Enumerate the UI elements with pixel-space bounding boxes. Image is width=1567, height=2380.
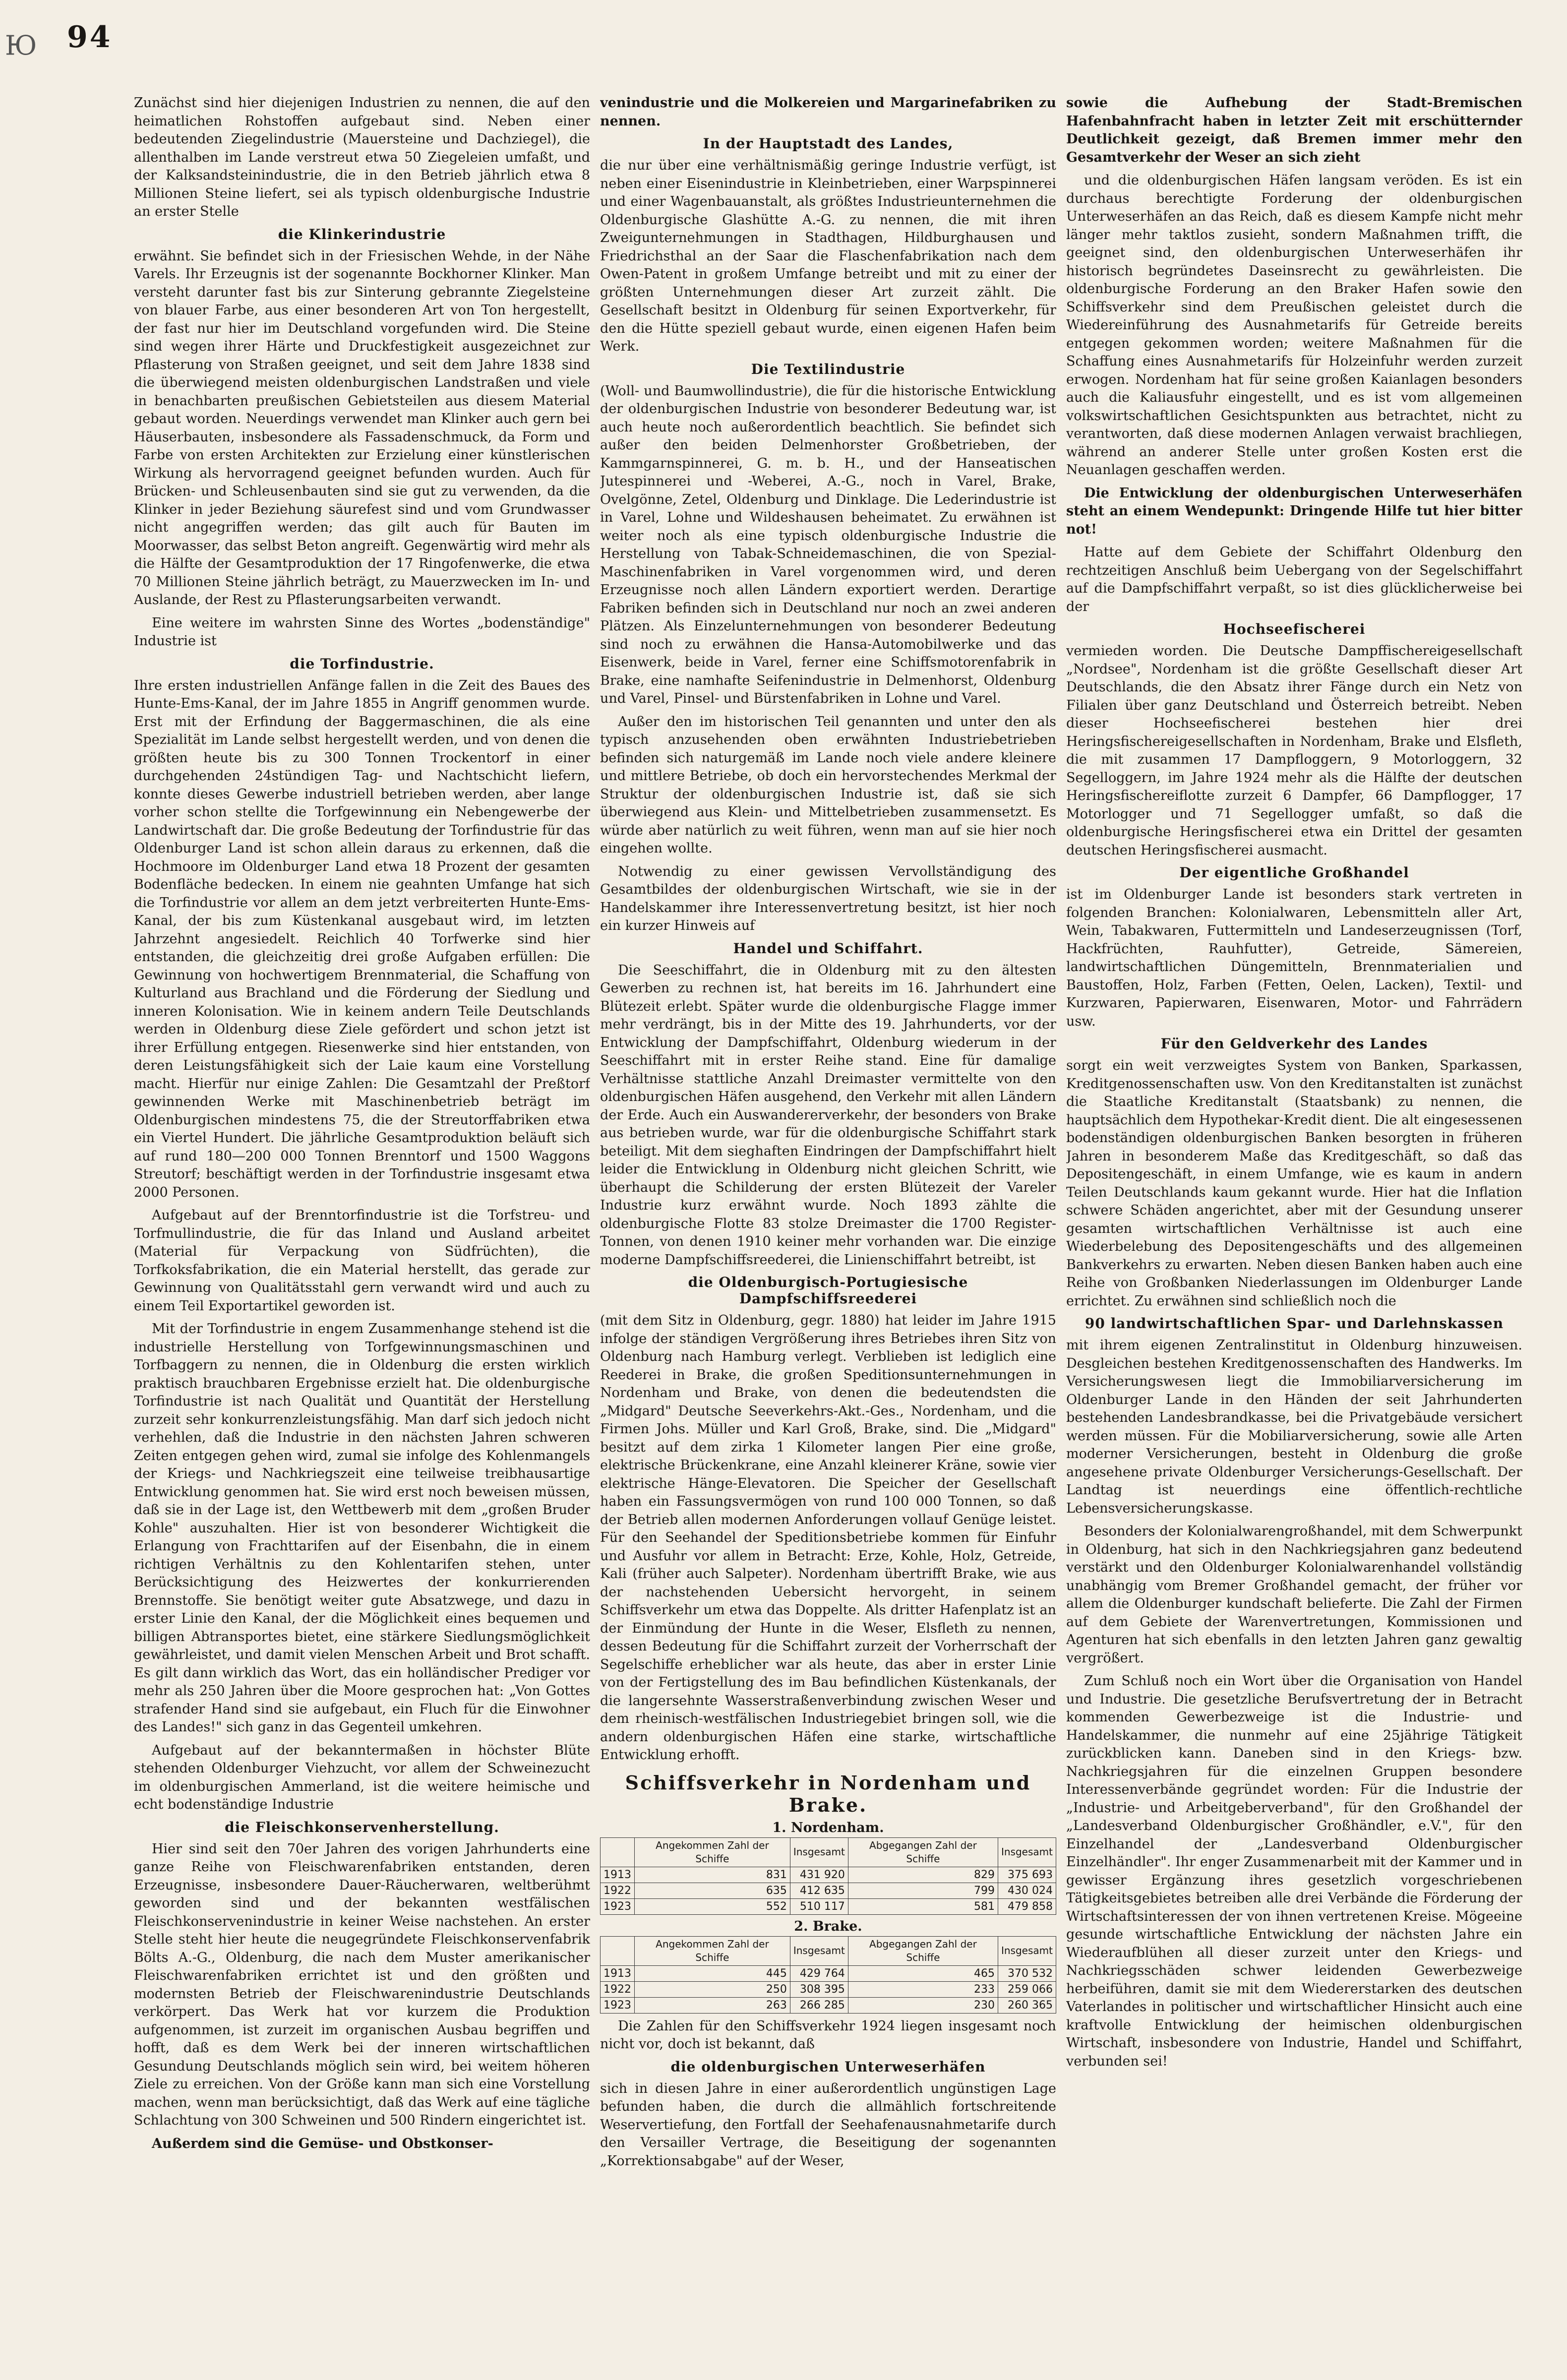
table-header: Abgegangen Zahl der Schiffe	[848, 1936, 998, 1965]
paragraph: sowie die Aufhebung der Stadt-Bremischen Hafenbahnfracht haben in letzter Zeit mit erschütternder Deutlichkeit gezeigt, daß Bremen immer mehr den Gesamtverkehr der Weser an sich zieht	[1066, 95, 1522, 165]
table-cell: 266 285	[790, 1997, 848, 2013]
table-cell: 552	[635, 1898, 790, 1914]
table-header	[601, 1936, 635, 1965]
table-row	[601, 1981, 1056, 1997]
table-header: Angekommen Zahl der Schiffe	[635, 1936, 790, 1965]
table-row	[601, 1883, 1056, 1898]
table-cell: 445	[635, 1965, 790, 1981]
paragraph: Besonders der Kolonialwarengroßhandel, mit dem Schwerpunkt in Oldenburg, hat sich in den Nachkriegsjahren ganz bedeutend verstärkt und den Oldenburger Kolonialwarenhandel vollständig unabhängig vom Bremer Großhandel gemacht, der früher vor allem die Oldenburger kundschaft belieferte. Die Zahl der Firmen auf dem Gebiete der Warenvertretungen, Kommissionen und Agenturen hat sich ebenfalls in den letzten Jahren ganz gewaltig vergrößert.	[1066, 1524, 1522, 1666]
paragraph: die nur über eine verhältnismäßig geringe Industrie verfügt, ist neben einer Eisenindustrie in Kleinbetrieben, einer Warpspinnerei und einer Wagenbauanstalt, als größtes Industrieunternehmen die Oldenburgische Glashütte A.-G. zu nennen, die mit ihren Zweigunternehmungen in Stadthagen, Hildburghausen und Friedrichsthal an der Saar die Flaschenfabrikation nach dem Owen-Patent in großem Umfange betreibt und mit zu einer der größten Unternehmungen dieser Art zurzeit zählt. Die Gesellschaft besitzt in Oldenburg für seinen Exportverkehr, für den die Hütte speziell gebaut wurde, einen eigenen Hafen beim Werk.	[600, 158, 1056, 354]
page-number: 94	[67, 20, 113, 55]
table-cell: 412 635	[790, 1883, 848, 1898]
paragraph: sich in diesen Jahre in einer außerordentlich ungünstigen Lage befunden haben, die durch die allmählich fortschreitende Weservertiefung, den Fortfall der Seehafenausnahmetarife durch den Versailler Vertrage, die Beseitigung der sogenannten „Korrektionsabgabe" auf der Weser,	[600, 2080, 1056, 2169]
section-heading-grosshandel: Der eigentliche Großhandel	[1179, 864, 1409, 881]
paragraph: Aufgebaut auf der Brenntorfindustrie ist die Torfstreu- und Torfmullindustrie, die für das Inland und Ausland arbeitet (Material für Verpackung von Südfrüchten), die Torfkoksfabrikation, die ein Material herstellt, das gerade zur Gewinnung von Qualitätsstahl gern verwandt wird und auch zu einem Teil Exportartikel geworden ist.	[134, 1208, 590, 1314]
table-cell: 1913	[601, 1965, 635, 1981]
table-cell: 230	[848, 1997, 998, 2013]
table-cell: 829	[848, 1867, 998, 1883]
table-cell: 1923	[601, 1997, 635, 2013]
table-header: Angekommen Zahl der Schiffe	[635, 1837, 790, 1867]
paragraph: ist im Oldenburger Lande ist besonders stark vertreten in folgenden Branchen: Kolonialwaren, Lebensmitteln aller Art, Wein, Tabakwaren, Futtermitteln und Landeserzeugnissen (Torf, Hackfrüchten, Rauhfutter), Getreide, Sämereien, landwirtschaftlichen Düngemitteln, Brennmaterialien und Baustoffen, Holz, Farben (Fetten, Oelen, Lacken), Textil- und Kurzwaren, Papierwaren, Eisenwaren, Motor- und Fahrrädern usw.	[1066, 887, 1522, 1029]
section-heading-torf: die Torfindustrie.	[290, 655, 434, 672]
paragraph: Zum Schluß noch ein Wort über die Organisation von Handel und Industrie. Die gesetzliche Berufsvertretung der in Betracht kommenden Gewerbezweige ist die Industrie- und Handelskammer, die nunmehr auf eine 25jährige Tätigkeit zurückblicken kann. Daneben sind in den Kriegs- bzw. Nachkriegsjahren für die einzelnen Gruppen besondere Interessenverbände gegründet worden: Für die Industrie der „Industrie- und Arbeitgeberverband", für den Großhandel der „Landesverband Oldenburgischer Großhändler, e.V.", für den Einzelhandel der „Landesverband Oldenburgischer Einzelhändler". Ihr enger Zusammenarbeit mit der Kammer und in gewisser Ergänzung ihres gesetzlich vorgeschriebenen Tätigkeitsgebietes betreiben alle drei Verbände die Förderung der Wirtschaftsinteressen der von ihnen vertretenen Kreise. Mögeeine gesunde wirtschaftliche Entwicklung der nächsten Jahre ein Wiederaufblühen all dieser zurzeit unter den Kriegs- und Nachkriegsschäden schwer leidenden Gewerbezweige herbeiführen, damit sie mit dem Wiedererstarken des deutschen Vaterlandes in politischer und wirtschaftlicher Hinsicht auch eine kraftvolle Entwicklung der heimischen oldenburgischen Wirtschaft, insbesondere von Industrie, Handel und Schiffahrt, verbunden sei!	[1066, 1673, 1522, 2069]
table-cell: 510 117	[790, 1898, 848, 1914]
table-header: Insgesamt	[790, 1936, 848, 1965]
section-heading-fleisch: die Fleischkonservenherstellung.	[225, 1819, 499, 1835]
table-row	[601, 1867, 1056, 1883]
table-cell: 431 920	[790, 1867, 848, 1883]
table-cell: 259 066	[998, 1981, 1056, 1997]
table-cell: 635	[635, 1883, 790, 1898]
section-heading-klinker: die Klinkerindustrie	[278, 226, 446, 243]
paragraph: Außerdem sind die Gemüse- und Obstkonser-	[152, 2136, 493, 2151]
paragraph: Notwendig zu einer gewissen Vervollständigung des Gesamtbildes der oldenburgischen Wirtschaft, wie sie in der Handelskammer ihre Interessenvertretung besitzt, ist hier noch ein kurzer Hinweis auf	[600, 863, 1056, 933]
article-columns	[134, 94, 1522, 2321]
table-header: Insgesamt	[790, 1837, 848, 1867]
section-heading-unterweser: die oldenburgischen Unterweserhäfen	[670, 2058, 986, 2075]
table-cell: 429 764	[790, 1965, 848, 1981]
section-heading-hochsee: Hochseefischerei	[1223, 621, 1366, 637]
paragraph: (Woll- und Baumwollindustrie), die für die historische Entwicklung der oldenburgischen Industrie von besonderer Bedeutung war, ist auch heute noch außerordentlich beachtlich. Sie befindet sich außer den beiden Delmenhorster Großbetrieben, der Kammgarnspinnerei, G. m. b. H., und der Hanseatischen Jutespinnerei und -Weberei, A.-G., noch in Varel, Brake, Ovelgönne, Zetel, Oldenburg und Dinklage. Die Lederindustrie ist in Varel, Lohne und Wildeshausen beheimatet. Zu erwähnen ist weiter noch als eine typisch oldenburgische Industrie die Herstellung von Tabak-Schneidemaschinen, die von Spezial-Maschinenfabriken in Varel vorgenommen wird, und deren Erzeugnisse noch allen Ländern exportiert werden. Derartige Fabriken befinden sich in Deutschland nur noch an zwei anderen Plätzen. Als Einzelunternehmungen von besonderer Bedeutung sind noch zu erwähnen die Hansa-Automobilwerke und das Eisenwerk, beide in Varel, ferner eine Schiffsmotorenfabrik in Brake, eine namhafte Seifenindustrie in Delmenhorst, Oldenburg und Varel, Pinsel- und Bürstenfabriken in Lohne und Varel.	[600, 383, 1056, 706]
section-heading-textil: Die Textilindustrie	[751, 361, 905, 377]
table-header: Insgesamt	[998, 1936, 1056, 1965]
table-title: Schiffsverkehr in Nordenham und Brake.	[625, 1771, 1031, 1816]
table-cell: 370 532	[998, 1965, 1056, 1981]
paragraph: Die Seeschiffahrt, die in Oldenburg mit zu den ältesten Gewerben zu rechnen ist, hat bereits im 16. Jahrhundert eine Blütezeit erlebt. Später wurde die oldenburgische Flagge immer mehr verdrängt, bis in der Mitte des 19. Jahrhunderts, vor der Entwicklung der Dampfschiffahrt, Oldenburg wiederum in der Seeschiffahrt mit in erster Reihe stand. Eine für damalige Verhältnisse stattliche Anzahl Dreimaster vermittelte von den oldenburgischen Häfen ausgehend, den Verkehr mit allen Ländern der Erde. Auch ein Auswandererverkehr, der besonders von Brake aus betrieben wurde, war für die oldenburgische Schiffahrt stark beteiligt. Mit dem sieghaften Eindringen der Dampfschiffahrt hielt leider die Entwicklung in Oldenburg nicht gleichen Schritt, wie überhaupt die Schilderung der ersten Blütezeit der Vareler Industrie kurz erwähnt wurde. Noch 1893 zählte die oldenburgische Flotte 83 stolze Dreimaster die 1700 Register-Tonnen, von denen 1910 keiner mehr vorhanden war. Die einzige moderne Dampfschiffsreederei, die Linienschiffahrt betreibt, ist	[600, 962, 1056, 1268]
table-cell: 581	[848, 1898, 998, 1914]
table-row	[601, 1898, 1056, 1914]
table-cell: 799	[848, 1883, 998, 1898]
paragraph: Die Entwicklung der oldenburgischen Unterweserhäfen steht an einem Wendepunkt: Dringende Hilfe tut hier bitter not!	[1066, 485, 1522, 537]
table-cell: 233	[848, 1981, 998, 1997]
page-edge-mark: Ю	[5, 30, 37, 61]
column-3	[1066, 94, 1522, 2321]
table-cell: 260 365	[998, 1997, 1056, 2013]
paragraph: (mit dem Sitz in Oldenburg, gegr. 1880) hat leider im Jahre 1915 infolge der ständigen Vergrößerung ihres Betriebes ihren Sitz von Oldenburg nach Hamburg verlegt. Verblieben ist lediglich eine Reederei in Brake, die großen Speditionsunternehmungen in Nordenham und Brake, von denen die bedeutendsten die „Midgard" Deutsche Seeverkehrs-Akt.-Ges., Nordenham, und die Firmen Johs. Müller und Karl Groß, Brake, sind. Die „Midgard" besitzt auf dem zirka 1 Kilometer langen Pier eine große, elektrische Brückenkrane, eine Anzahl kleinerer Kräne, sowie vier elektrische Hänge-Elevatoren. Die Speicher der Gesellschaft haben ein Fassungsvermögen von rund 100 000 Tonnen, so daß der Betrieb allen modernen Anforderungen vollauf Genüge leistet. Für den Seehandel der Speditionsbetriebe kommen für Einfuhr und Ausfuhr vor allem in Betracht: Erze, Kohle, Holz, Getreide, Kali (früher auch Salpeter). Nordenham übertrifft Brake, wie aus der nachstehenden Uebersicht hervorgeht, in seinem Schiffsverkehr um etwa das Doppelte. Als dritter Hafenplatz ist an der Einmündung der Hunte in die Weser, Elsfleth zu nennen, dessen Bedeutung für die Schiffahrt zurzeit der Vorherrschaft der Segelschiffe erheblicher war als heute, das aber in erster Linie von der Fertigstellung des im Bau befindlichen Küstenkanals, der die langersehnte Wasserstraßenverbindung zwischen Weser und dem rheinisch-westfälischen Industriegebiet bringen soll, wie die andern oldenburgischen Häfen eine starke, wirtschaftliche Entwicklung erhofft.	[600, 1313, 1056, 1763]
paragraph: Hier sind seit den 70er Jahren des vorigen Jahrhunderts eine ganze Reihe von Fleischwarenfabriken entstanden, deren Erzeugnisse, insbesondere Dauer-Räucherwaren, weltberühmt geworden sind und der bekannten westfälischen Fleischkonservenindustrie in keiner Weise nachstehen. An erster Stelle steht hier heute die neugegründete Fleischkonservenfabrik Bölts A.-G., Oldenburg, die nach dem Muster amerikanischer Fleischwarenfabriken errichtet ist und den größten und modernsten Betrieb der Fleischwarenindustrie Deutschlands verkörpert. Das Werk hat vor kurzem die Produktion aufgenommen, ist zurzeit im organischen Ausbau begriffen und hofft, daß es dem Werk bei der inneren wirtschaftlichen Gesundung Deutschlands möglich sein wird, bei weitem höheren Ziele zu erreichen. Von der Größe kann man sich eine Vorstellung machen, wenn man berücksichtigt, daß das Werk auf eine tägliche Schlachtung von 300 Schweinen und 500 Rindern eingerichtet ist.	[134, 1841, 590, 2128]
paragraph: mit ihrem eigenen Zentralinstitut in Oldenburg hinzuweisen. Desgleichen bestehen Kreditgenossenschaften des Handwerks. Im Versicherungswesen liegt die Immobiliarversicherung im Oldenburger Lande in den Händen der seit Jahrhunderten bestehenden Landesbrandkasse, bei die Privatgebäude versichert werden müssen. Für die Mobiliarversicherung, sowie alle Arten moderner Versicherungen, besteht in Oldenburg die große angesehene private Oldenburger Versicherungs-Gesellschaft. Der Landtag ist neuerdings eine öffentlich-rechtliche Lebensversicherungskasse.	[1066, 1338, 1522, 1516]
section-heading-hauptstadt: In der Hauptstadt des Landes,	[703, 135, 954, 152]
paragraph: Zunächst sind hier diejenigen Industrien zu nennen, die auf den heimatlichen Rohstoffen aufgebaut sind. Neben einer bedeutenden Ziegelindustrie (Mauersteine und Dachziegel), die allenthalben im Lande verstreut etwa 50 Ziegeleien umfaßt, und der Kalksandsteinindustrie, die in den Betrieb jährlich etwa 8 Millionen Steine liefert, sei als typisch oldenburgische Industrie an erster Stelle	[134, 95, 590, 219]
table-cell: 479 858	[998, 1898, 1056, 1914]
table-cell: 831	[635, 1867, 790, 1883]
paragraph: Eine weitere im wahrsten Sinne des Wortes „bodenständige" Industrie ist	[134, 615, 590, 649]
table-cell: 1922	[601, 1981, 635, 1997]
table-cell: 250	[635, 1981, 790, 1997]
section-heading-sparkassen: 90 landwirtschaftlichen Spar- und Darlehnskassen	[1085, 1315, 1504, 1332]
table-cell: 465	[848, 1965, 998, 1981]
paragraph: Ihre ersten industriellen Anfänge fallen in die Zeit des Baues des Hunte-Ems-Kanal, der im Jahre 1855 in Angriff genommen wurde. Erst mit der Erfindung der Baggermaschinen, die als eine Spezialität im Lande selbst hergestellt werden, und von denen die größten heute bis zu 300 Tonnen Trockentorf in einer durchgehenden 24stündigen Tag- und Nachtschicht liefern, konnte dieses Gewerbe industriell betrieben werden, aber lange vorher schon stellte die Torfgewinnung ein Nebengewerbe der Landwirtschaft dar. Die große Bedeutung der Torfindustrie für das Oldenburger Land ist schon allein daraus zu erkennen, daß die Hochmoore im Oldenburger Land etwa 18 Prozent der gesamten Bodenfläche bedecken. In einem nie geahnten Umfange hat sich die Torfindustrie vor allem an dem jetzt verbreiterten Hunte-Ems-Kanal, der bis zum Küstenkanal ausgebaut wird, im letzten Jahrzehnt angesiedelt. Reichlich 40 Torfwerke sind hier entstanden, die gleichzeitig drei große Aufgaben erfüllen: Die Gewinnung von hochwertigem Brennmaterial, die Schaffung von Kulturland aus Brachland und die Förderung der Siedlung und inneren Kolonisation. Wie in keinem andern Teile Deutschlands werden in Oldenburg diese Ziele gefördert und schon jetzt ist ihrer Erfüllung entgegen. Riesenwerke sind hier entstanden, von deren Leistungsfähigkeit sich der Laie kaum eine Vorstellung macht. Hierfür nur einige Zahlen: Die Gesamtzahl der Preßtorf gewinnenden Werke mit Maschinenbetrieb beträgt im Oldenburgischen mindestens 75, die der Streutorffabriken etwa ein Viertel Hundert. Die jährliche Gesamtproduktion beläuft sich auf rund 180—200 000 Tonnen Brenntorf und 1500 Waggons Streutorf; beschäftigt werden in der Torfindustrie insgesamt etwa 2000 Personen.	[134, 677, 590, 1200]
table-header: Insgesamt	[998, 1837, 1056, 1867]
paragraph: venindustrie und die Molkereien und Margarinefabriken zu nennen.	[600, 95, 1056, 129]
paragraph: erwähnt. Sie befindet sich in der Friesischen Wehde, in der Nähe Varels. Ihr Erzeugnis ist der sogenannte Bockhorner Klinker. Man versteht darunter fast bis zur Sinterung gebrannte Ziegelsteine von blauer Farbe, aus einer besonderen Art von Ton hergestellt, der fast nur hier im Deutschland vorgefunden wird. Die Steine sind wegen ihrer Härte und Druckfestigkeit ausgezeichnet zur Pflasterung von Straßen geeignet, und seit dem Jahre 1838 sind die überwiegend meisten oldenburgischen Landstraßen und viele in benachbarten preußischen Gebietsteilen aus diesem Material gebaut worden. Neuerdings verwendet man Klinker auch gern bei Häuserbauten, insbesondere als Fassadenschmuck, da Form und Farbe von ersten Architekten zur Erzielung einer künstlerischen Wirkung als hervorragend geeignet befunden wurden. Auch für Brücken- und Schleusenbauten sind sie gut zu verwenden, da die Klinker in jeder Beziehung säurefest sind und vom Grundwasser nicht angegriffen werden; das gilt auch für Bauten im Moorwasser, das selbst Beton angreift. Gegenwärtig wird mehr als die Hälfte der Gesamtproduktion der 17 Ringofenwerke, die etwa 70 Millionen Steine jährlich beträgt, zu Mauerzwecken im In- und Auslande, der Rest zu Pflasterungsarbeiten verwandt.	[134, 248, 590, 608]
traffic-table-brake	[600, 1936, 1056, 2014]
table-section-title: 2. Brake.	[794, 1918, 862, 1934]
column-2	[600, 94, 1056, 2321]
paragraph: vermieden worden. Die Deutsche Dampffischereigesellschaft „Nordsee", Nordenham ist die größte Gesellschaft dieser Art Deutschlands, die den Absatz ihrer Fänge durch ein Netz von Filialen über ganz Deutschland und Österreich betreibt. Neben dieser Hochseefischerei bestehen hier drei Heringsfischereigesellschaften in Nordenham, Brake und Elsfleth, die mit zusammen 17 Dampfloggern, 9 Motorloggern, 32 Segelloggern, im Jahre 1924 mehr als die Hälfte der deutschen Heringsfischereiflotte zurzeit 6 Dampfer, 66 Dampflogger, 17 Motorlogger und 71 Segellogger umfaßt, so daß die oldenburgische Heringsfischerei etwa ein Drittel der gesamten deutschen Heringsfischerei ausmacht.	[1066, 643, 1522, 858]
paragraph: Mit der Torfindustrie in engem Zusammenhange stehend ist die industrielle Herstellung von Torfgewinnungsmaschinen und Torfbaggern zu nennen, die in Oldenburg die ersten wirklich praktisch brauchbaren Ergebnisse erzielt hat. Die oldenburgische Torfindustrie ist nach Qualität und Quantität der Herstellung zurzeit sehr konkurrenzleistungsfähig. Man darf sich jedoch nicht verhehlen, daß die Industrie in den nächsten Jahren schweren Zeiten entgegen gehen wird, zumal sie infolge des Kohlenmangels der Kriegs- und Nachkriegszeit eine teilweise treibhausartige Entwicklung genommen hat. Sie wird erst noch beweisen müssen, daß sie in der Lage ist, den Wettbewerb mit dem „großen Bruder Kohle" auszuhalten. Hier ist von besonderer Wichtigkeit die Erlangung von Frachttarifen auf der Eisenbahn, die in einem richtigen Verhältnis zu den Kohlentarifen stehen, unter Berücksichtigung des Heizwertes der konkurrierenden Brennstoffe. Sie benötigt weiter gute Absatzwege, und dazu in erster Linie den Kanal, der die Möglichkeit eines bequemen und billigen Abtransportes bietet, eine stärkere Siedlungsmöglichkeit gewährleistet, und damit vielen Menschen Arbeit und Brot schafft. Es gilt dann wirklich das Wort, das ein holländischer Prediger vor mehr als 250 Jahren über die Moore gesprochen hat: „Von Gottes strafender Hand sind sie aufgebaut, ein Fluch für die Einwohner des Landes!" sich ganz in das Gegenteil umkehren.	[134, 1321, 590, 1735]
paragraph: sorgt ein weit verzweigtes System von Banken, Sparkassen, Kreditgenossenschaften usw. Von den Kreditanstalten ist zunächst die Staatliche Kreditanstalt (Staatsbank) zu nennen, die hauptsächlich dem Hypothekar-Kredit dient. Die alt eingesessenen bodenständigen oldenburgischen Banken besorgten in früheren Jahren in besonderem Maße das Kreditgeschäft, so daß das Depositengeschäft, in einem Umfange, wie es kaum in andern Teilen Deutschlands kaum gekannt wurde. Hier hat die Inflation schwere Schäden angerichtet, aber mit der Gesundung unserer gesamten wirtschaftlichen Verhältnisse ist auch eine Wiederbelebung des Depositengeschäfts und des allgemeinen Bankverkehrs zu erwarten. Neben diesen Banken haben auch eine Reihe von Großbanken Niederlassungen im Oldenburger Lande errichtet. Zu erwähnen sind schließlich noch die	[1066, 1058, 1522, 1309]
paragraph: und die oldenburgischen Häfen langsam veröden. Es ist ein durchaus berechtigte Forderung der oldenburgischen Unterweserhäfen an das Reich, daß es diesem Kampfe nicht mehr länger mehr taktlos zusieht, sondern Maßnahmen trifft, die geeignet sind, den oldenburgischen Unterweserhäfen ihr historisch begründetes Daseinsrecht zu gewährleisten. Die oldenburgische Forderung an den Braker Hafen sowie den Schiffsverkehr sind dem Preußischen geleistet durch die Wiedereinführung des Ausnahmetarifs für Getreide bereits entgegen gekommen worden; weitere Maßnahmen für die Schaffung eines Ausnahmetarifs für Holzeinfuhr werden zurzeit erwogen. Nordenham hat für seine großen Kaianlagen besonders auch die Kaliausfuhr eingestellt, und es ist vom allgemeinen volkswirtschaftlichen Gesichtspunkten aus betrachtet, nicht zu verantworten, daß diese modernen Anlagen verwaist brachliegen, während an anderer Stelle unter großen Kosten erst die Neuanlagen geschaffen werden.	[1066, 173, 1522, 478]
paragraph: Die Zahlen für den Schiffsverkehr 1924 liegen insgesamt noch nicht vor, doch ist bekannt, daß	[600, 2018, 1056, 2052]
table-cell: 1923	[601, 1898, 635, 1914]
paragraph: Außer den im historischen Teil genannten und unter den als typisch anzusehenden oben erwähnten Industriebetrieben befinden sich naturgemäß im Lande noch viele andere kleinere und mittlere Betriebe, ob doch ein hervorstechendes Merkmal der Struktur der oldenburgischen Industrie ist, daß sie sich überwiegend aus Klein- und Mittelbetrieben zusammensetzt. Es würde aber natürlich zu weit führen, wenn man auf sie hier noch eingehen wollte.	[600, 714, 1056, 856]
table-cell: 308 395	[790, 1981, 848, 1997]
section-heading-handel: Handel und Schiffahrt.	[733, 940, 923, 957]
section-heading-reederei: die Oldenburgisch-Portugiesische Dampfschiffsreederei	[688, 1274, 968, 1307]
table-section-title: 1. Nordenham.	[772, 1820, 884, 1835]
section-heading-geldverkehr: Für den Geldverkehr des Landes	[1160, 1036, 1428, 1052]
table-cell: 1922	[601, 1883, 635, 1898]
table-cell: 1913	[601, 1867, 635, 1883]
table-header: Abgegangen Zahl der Schiffe	[848, 1837, 998, 1867]
table-cell: 263	[635, 1997, 790, 2013]
table-header	[601, 1837, 635, 1867]
traffic-table-nordenham	[600, 1837, 1056, 1915]
paragraph: Aufgebaut auf der bekanntermaßen in höchster Blüte stehenden Oldenburger Viehzucht, vor allem der Schweinezucht im oldenburgischen Ammerland, ist die weitere heimische und echt bodenständige Industrie	[134, 1742, 590, 1812]
table-row	[601, 1997, 1056, 2013]
table-cell: 375 693	[998, 1867, 1056, 1883]
table-row	[601, 1965, 1056, 1981]
table-cell: 430 024	[998, 1883, 1056, 1898]
paragraph: Hatte auf dem Gebiete der Schiffahrt Oldenburg den rechtzeitigen Anschluß beim Uebergang von der Segelschiffahrt auf die Dampfschiffahrt verpaßt, so ist dies glücklicherweise bei der	[1066, 545, 1522, 614]
column-1	[134, 94, 590, 2321]
